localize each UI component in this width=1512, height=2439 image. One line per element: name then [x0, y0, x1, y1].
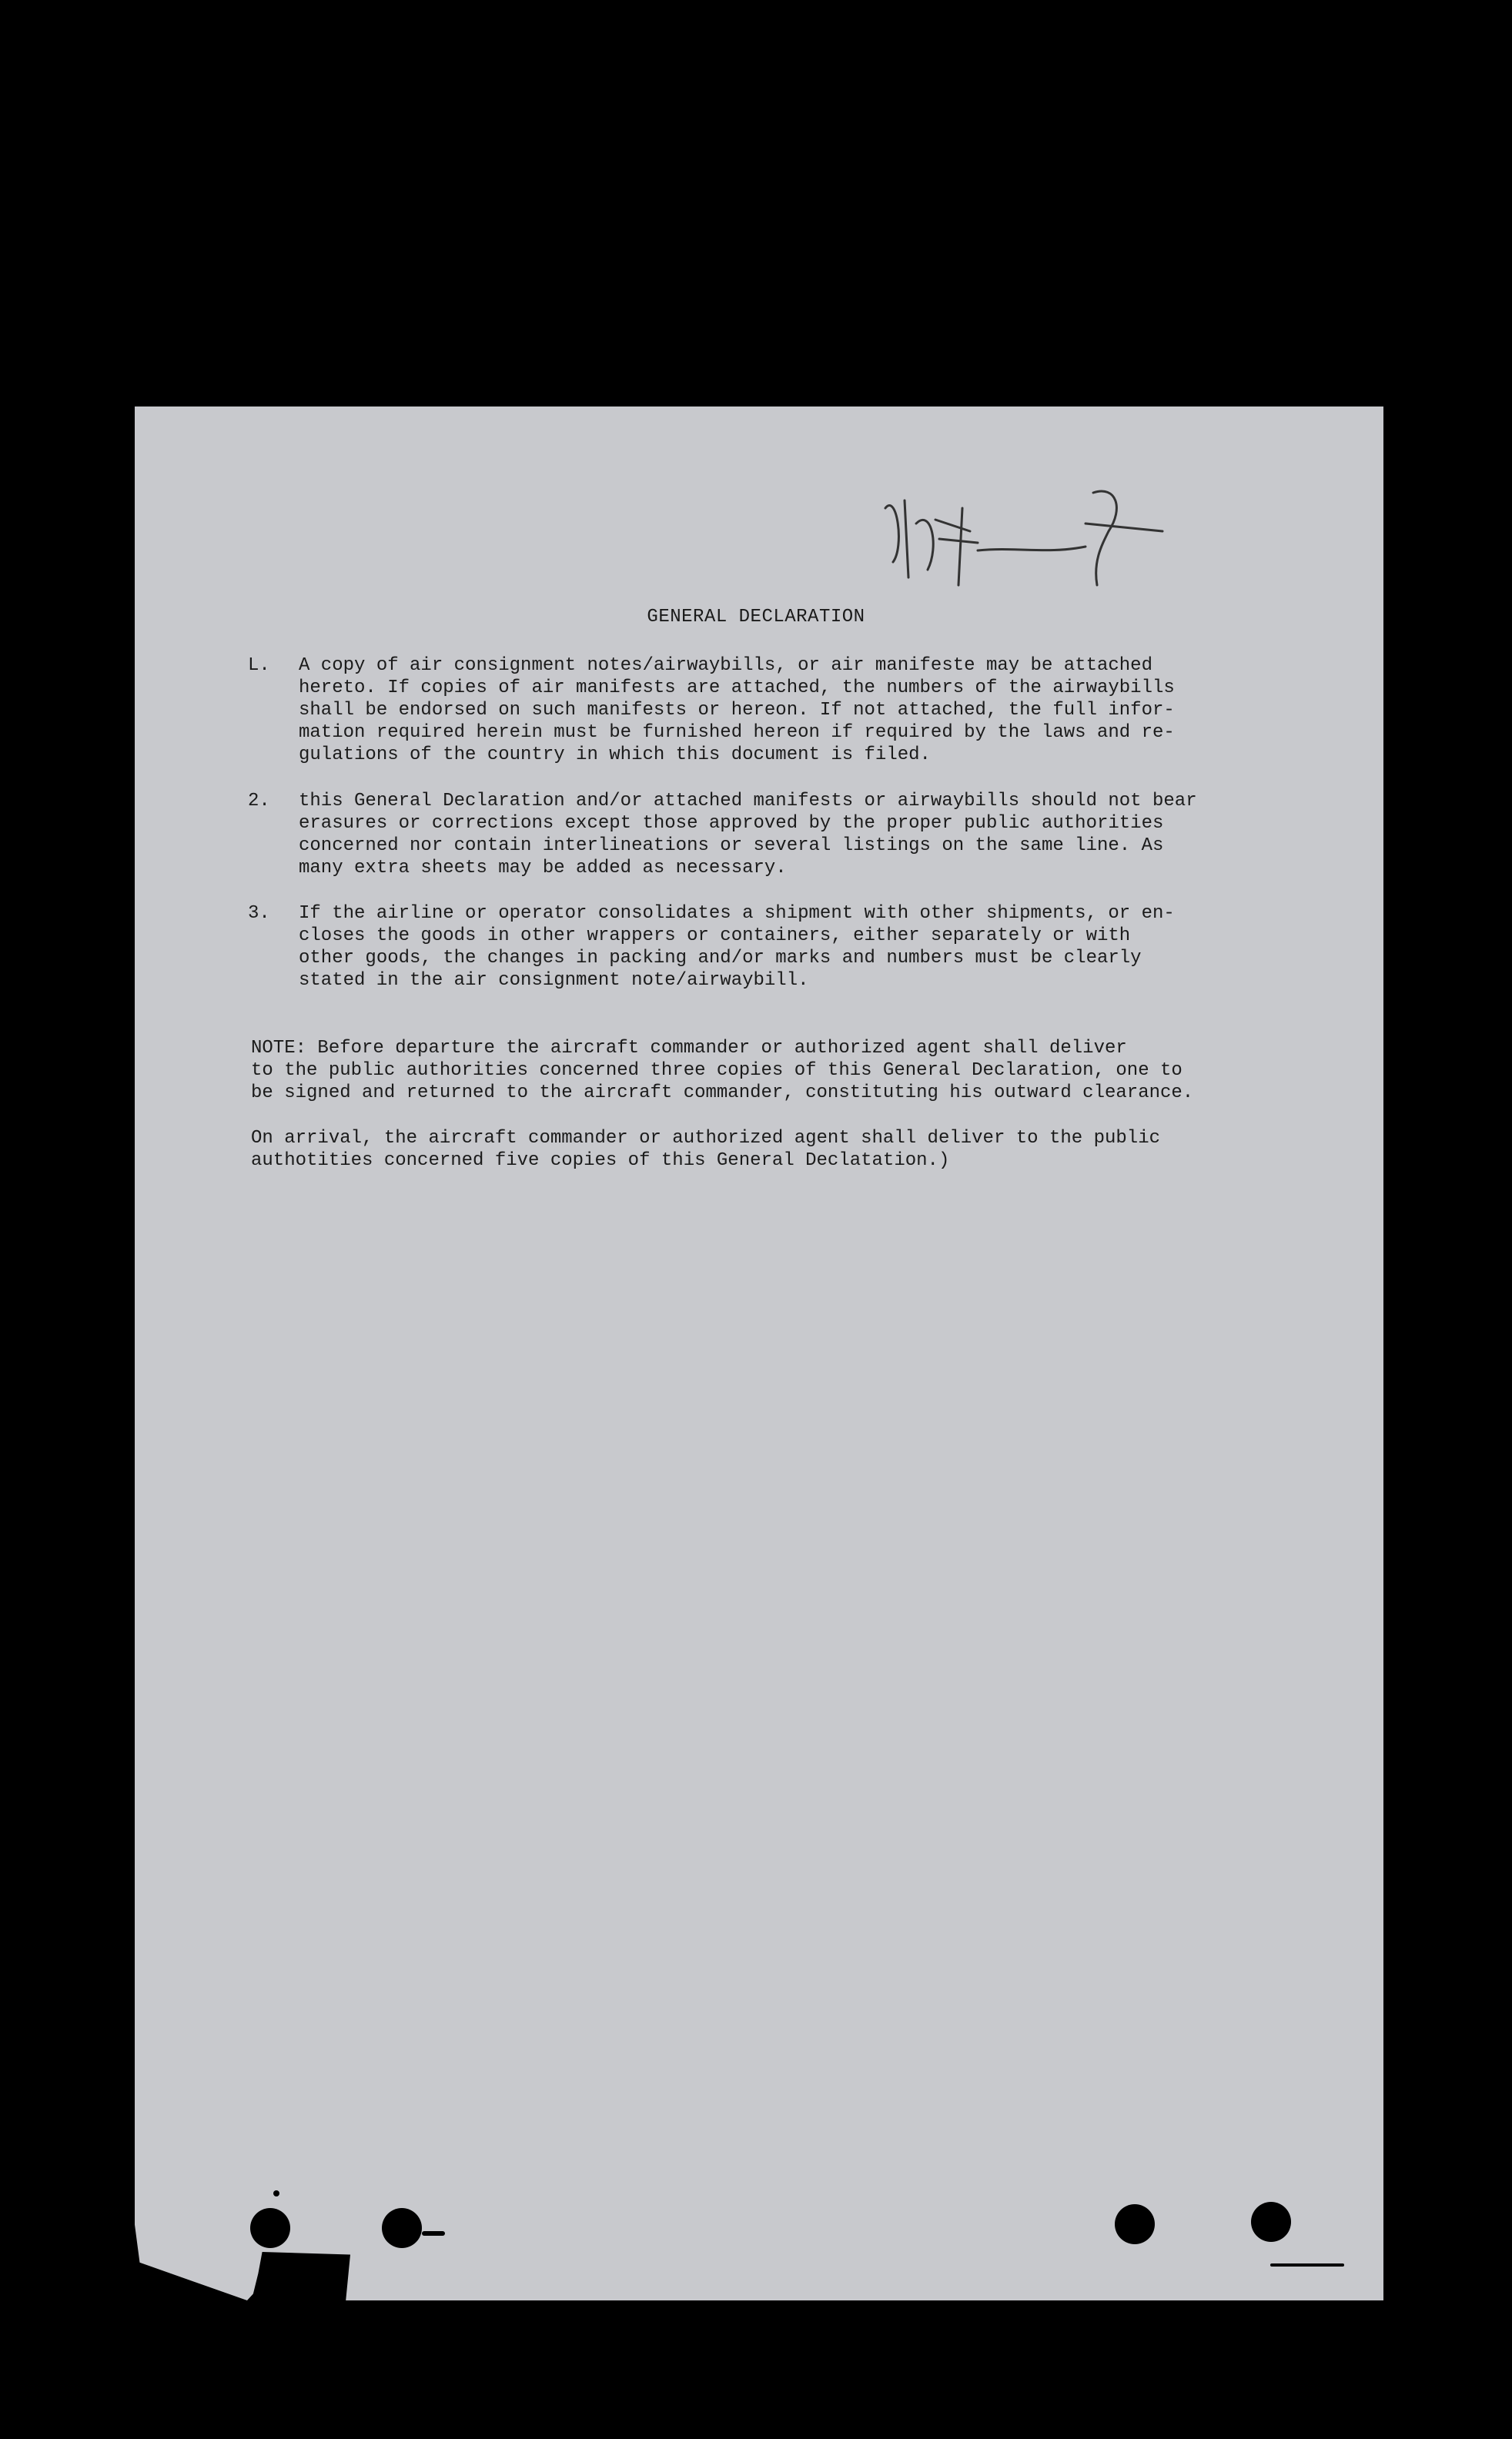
torn-corner	[250, 2252, 350, 2306]
declaration-item-3	[248, 902, 1295, 992]
arrival-paragraph: On arrival, the aircraft commander or authorized agent shall deliver to the public authotities concerned five copies of this General Declatation.)	[251, 1128, 1160, 1171]
item-number: 2.	[248, 791, 270, 811]
item-number: L.	[248, 655, 270, 676]
punch-hole	[250, 2208, 290, 2248]
scan-speck	[422, 2231, 445, 2236]
scan-speck	[1478, 601, 1483, 608]
scan-speck	[1270, 2263, 1344, 2267]
punch-hole	[1115, 2204, 1155, 2244]
scan-speck	[273, 2190, 279, 2196]
declaration-item-2	[248, 790, 1295, 879]
declaration-item-1	[248, 654, 1295, 766]
item-text: this General Declaration and/or attached manifests or airwaybills should not bear erasures or corrections except those approved by the proper public authorities concerned nor contain interlineations or several listings on the same line. As many extra sheets may be added as necessary.	[299, 791, 1197, 878]
item-number: 3.	[248, 903, 270, 924]
handwritten-mark	[862, 477, 1186, 601]
item-text: If the airline or operator consolidates a shipment with other shipments, or en- closes the goods in other wrappers or containers, either separately or with other goods, the changes in packing and/or marks and numbers must be clearly stated in the air consignment note/airwaybill.	[299, 903, 1175, 991]
note-paragraph: NOTE: Before departure the aircraft commander or authorized agent shall deliver to the public authorities concerned three copies of this General Declaration, one to be signed and returned to the aircraft commander, constituting his outward clearance.	[251, 1038, 1194, 1103]
item-text: A copy of air consignment notes/airwaybills, or air manifeste may be attached hereto. If copies of air manifests are attached, the numbers of the airwaybills shall be endorsed on such manifests or hereon. If not attached, the full infor- mation required herein must be furnished hereon if required by the laws and re- gulations of the country in which this document is filed.	[299, 655, 1175, 765]
punch-hole	[1251, 2202, 1291, 2242]
document-title: GENERAL DECLARATION	[647, 607, 865, 627]
punch-hole	[382, 2208, 422, 2248]
